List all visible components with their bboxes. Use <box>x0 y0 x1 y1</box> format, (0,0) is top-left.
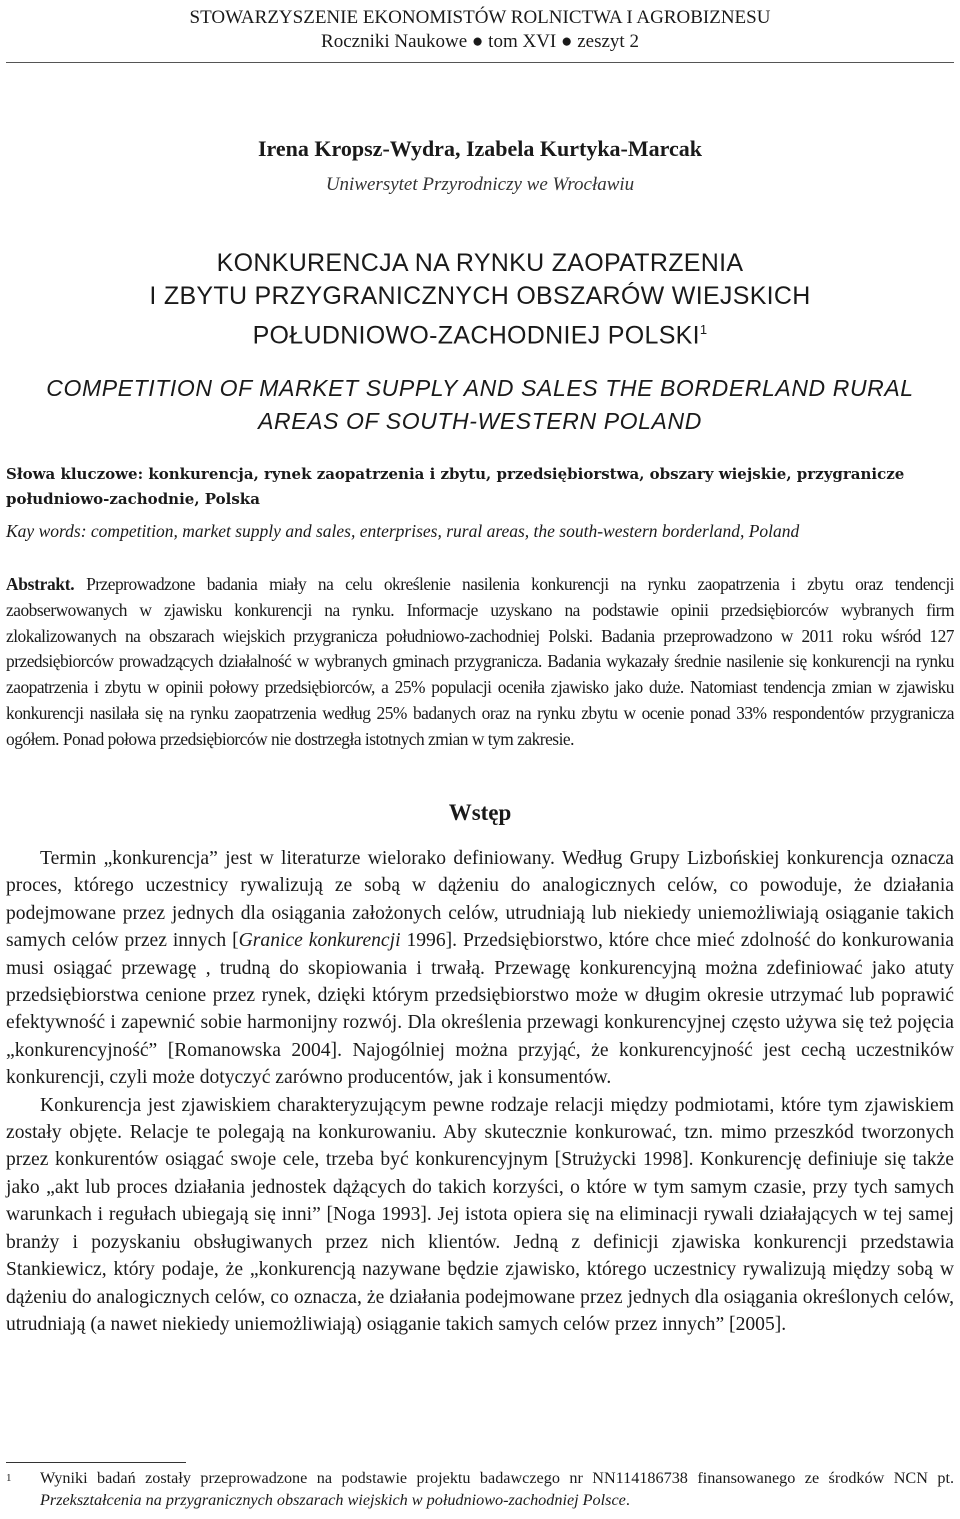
body-text <box>6 845 954 1338</box>
abstract <box>6 572 954 753</box>
title-polish <box>0 247 960 352</box>
title-polish-line-1: KONKURENCJA NA RYNKU ZAOPATRZENIA <box>216 249 744 277</box>
paragraph-1 <box>6 845 954 1092</box>
footnote <box>6 1467 954 1511</box>
footnote-project-title: Przekształcenia na przygranicznych obszarach wiejskich w południowo-zachodniej Polsce <box>40 1491 626 1509</box>
keywords-english: Kay words: competition, market supply and sales, enterprises, rural areas, the south-western borderland, Poland <box>6 521 800 541</box>
paragraph-2: Konkurencja jest zjawiskiem charakteryzującym pewne rodzaje relacji między podmiotami, które tym zjawiskiem zostały objęte. Relacje te polegają na konkurowaniu. Aby skutecznie konkurować, tzn. mimo przeszkód tworzonych przez konkurentów osiągać swoje cele, trzeba być konkurencyjnym [Strużycki 1998]. Konkurencję definiuje się także jako „akt lub proces działania jednostek dążących do takich korzyści, o które w tym samym czasie, przy tych samych warunkach i regułach ubiegają się inni” [Noga 1993]. Jej istota opiera się na eliminacji rywali działających w tej samej branży i pozyskaniu obsługiwanych przez nich klientów. Jedną z definicji zjawiska konkurencji przedstawia Stankiewicz, który podaje, że „konkurencją nazywane będzie zjawisko, którego uczestnicy rywalizują między sobą w dążeniu do analogicznych celów, co oznacza, że działania podejmowane przez jednych dla osiągania określonych celów, utrudniają (a nawet niekiedy uniemożliwiają) osiąganie takich samych celów przez innych” [2005]. <box>6 1094 954 1335</box>
title-english-line-1: COMPETITION OF MARKET SUPPLY AND SALES THE BORDERLAND RURAL <box>46 375 914 401</box>
journal-header <box>0 6 960 54</box>
title-footnote-ref: 1 <box>699 322 708 337</box>
paragraph-1-part-1: Termin „konkurencja” jest w literaturze wielorako definiowany. Według Grupy Lizbońskiej konkurencja oznacza proces, którego uczestnicy rywalizują ze sobą w dążeniu do analogicznych celów, co powoduje, że działania podejmowane przez jednych dla osiągania założonych celów, utrudniają lub niekiedy uniemożliwiają osiąganie takich samych celów przez innych [ <box>6 848 954 952</box>
footnote-end: . <box>625 1491 630 1509</box>
journal-volume: Roczniki Naukowe ● tom XVI ● zeszyt 2 <box>321 31 639 52</box>
title-polish-line-2: I ZBYTU PRZYGRANICZNYCH OBSZARÓW WIEJSKICH <box>149 282 811 310</box>
footnote-text-main: Wyniki badań zostały przeprowadzone na podstawie projektu badawczego nr NN114186738 finansowanego ze środków NCN pt. <box>40 1469 954 1487</box>
abstract-label: Abstrakt. <box>6 574 75 594</box>
title-english-line-2: AREAS OF SOUTH-WESTERN POLAND <box>258 408 702 434</box>
keywords-polish: Słowa kluczowe: konkurencja, rynek zaopatrzenia i zbytu, przedsiębiorstwa, obszary wiejskie, przygranicze południowo-zachodnie, Polska <box>6 465 905 508</box>
title-polish-line-3 <box>0 313 960 352</box>
title-english <box>0 372 960 438</box>
affiliation: Uniwersytet Przyrodniczy we Wrocławiu <box>325 174 635 195</box>
header-divider <box>6 62 954 63</box>
section-heading: Wstęp <box>448 800 512 825</box>
authors: Irena Kropsz-Wydra, Izabela Kurtyka-Marcak <box>257 136 703 161</box>
paragraph-1-part-2: 1996]. Przedsiębiorstwo, które chce mieć zdolność do konkurowania musi osiągać przewagę , trudną do skopiowania i trwałą. Przewagę konkurencyjną można zdefiniować jako atuty przedsiębiorstwa cenione przez rynek, dzięki którym przedsiębiorstwo może w długim okresie utrzymać lub poprawić efektywność i zapewnić sobie harmonijny rozwój. Dla określenia przewagi konkurencyjnej często używa się też pojęcia „konkurencyjność” [Romanowska 2004]. Najogólniej można przyjąć, że konkurencyjność jest cechą uczestników konkurencji, czyli może dotyczyć zarówno producentów, jak i konsumentów. <box>6 930 954 1089</box>
footnote-mark: 1 <box>6 1472 12 1484</box>
paragraph-1-citation-italic: Granice konkurencji <box>238 930 401 952</box>
publisher-name: STOWARZYSZENIE EKONOMISTÓW ROLNICTWA I AGROBIZNESU <box>189 7 771 28</box>
abstract-text: Przeprowadzone badania miały na celu określenie nasilenia konkurencji na rynku zaopatrzenia i zbytu oraz tendencji zaobserwowanych w zjawisku konkurencji na rynku. Informacje uzyskano na podstawie opinii przedsiębiorców wybranych firm zlokalizowanych na obszarach wiejskich przygranicza południowo-zachodniej Polski. Badania przeprowadzono w 2011 roku wśród 127 przedsiębiorców prowadzących działalność w wybranych gminach przygranicza. Badania wykazały średnie nasilenie się konkurencji na rynku zaopatrzenia i zbytu w opinii połowy przedsiębiorców, a 25% populacji oceniła zjawisko jako duże. Natomiast tendencja zmian w zjawisku konkurencji nasilała się na rynku zaopatrzenia według 25% badanych oraz na rynku zbytu w ocenie ponad 33% respondentów przygranicza ogółem. Ponad połowa przedsiębiorców nie dostrzegła istotnych zmian w tym zakresie. <box>6 574 954 749</box>
footnote-divider <box>6 1462 186 1463</box>
title-polish-line-3-text: POŁUDNIOWO-ZACHODNIEJ POLSKI <box>252 321 700 350</box>
footnote-text <box>40 1467 954 1511</box>
